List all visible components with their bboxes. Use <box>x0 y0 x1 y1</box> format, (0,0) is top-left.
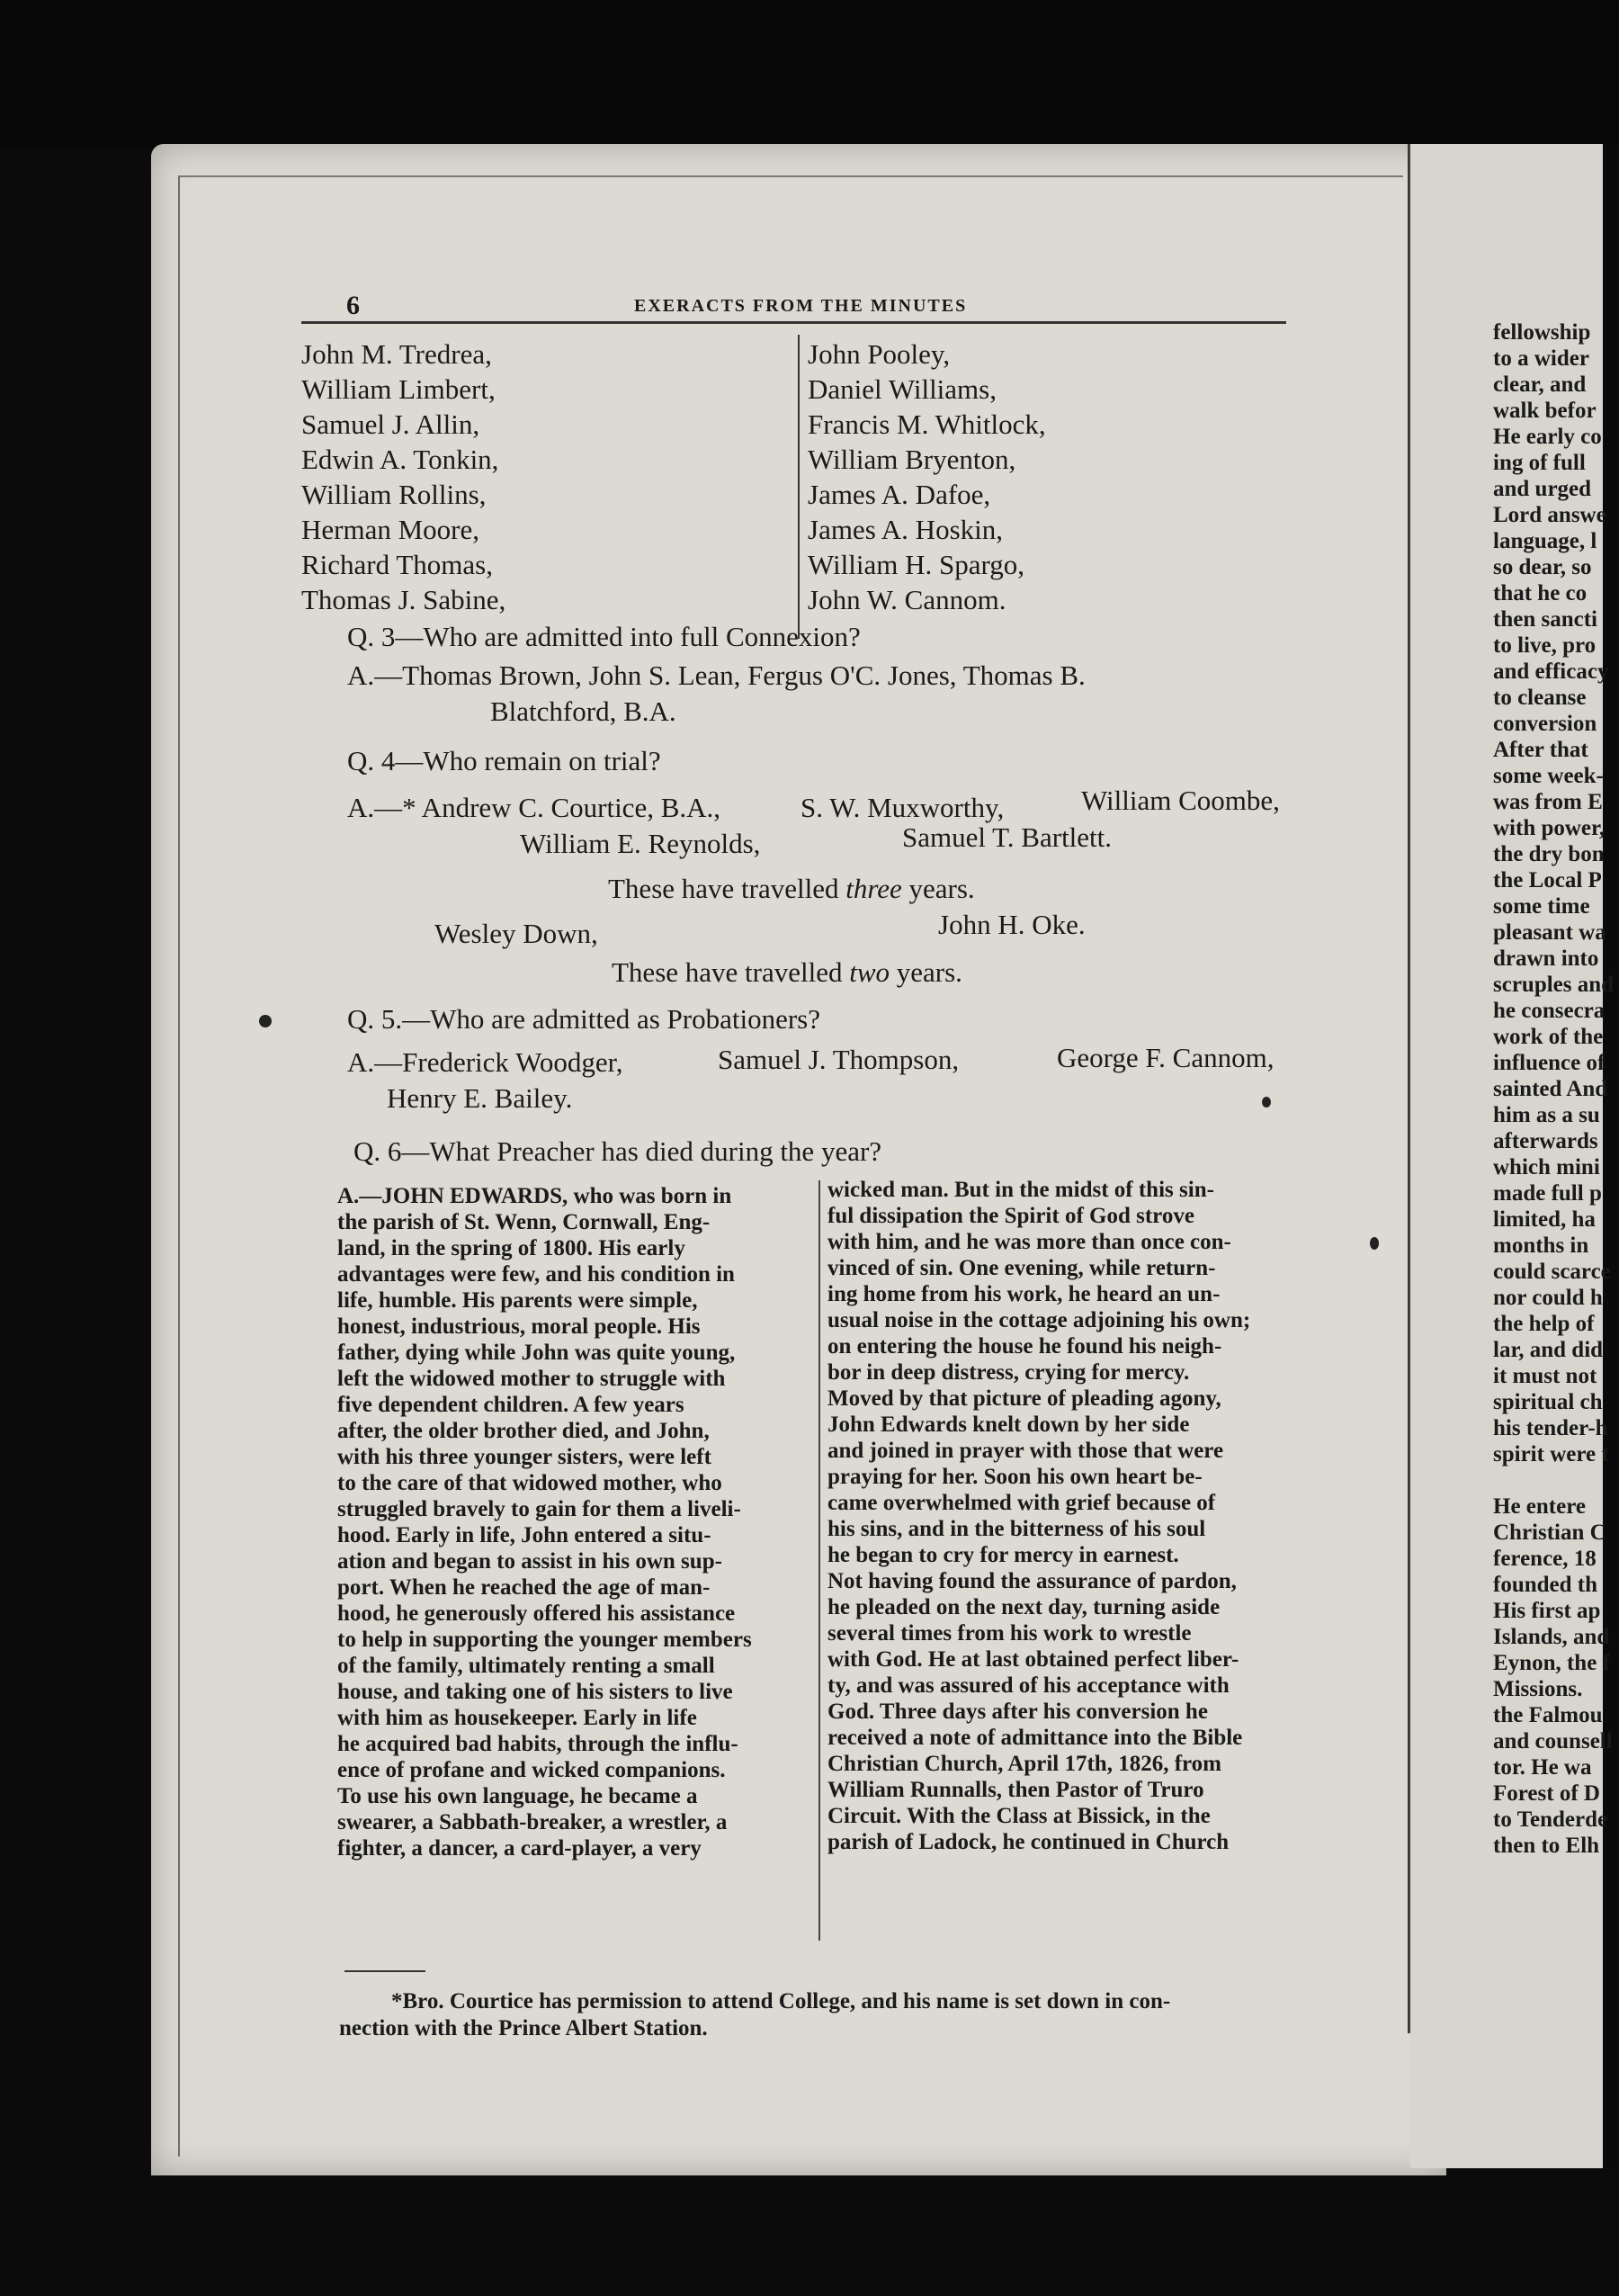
q4-note-three <box>608 873 975 905</box>
header-rule <box>301 321 1286 324</box>
q5-answer-name4: Henry E. Bailey. <box>387 1082 573 1114</box>
adjacent-page-line: work of the <box>1493 1025 1604 1049</box>
note-text: years. <box>896 956 962 988</box>
obituary-line: with God. He at last obtained perfect liber- <box>827 1647 1239 1672</box>
obituary-line: life, humble. His parents were simple, <box>337 1288 698 1313</box>
minister-name: Francis M. Whitlock, <box>808 408 1046 440</box>
q5-question: Q. 5.—Who are admitted as Probationers? <box>347 1003 820 1035</box>
adjacent-page-line: the Local P <box>1493 868 1602 892</box>
adjacent-page-line: months in <box>1493 1233 1589 1258</box>
obituary-line: to the care of that widowed mother, who <box>337 1471 722 1495</box>
adjacent-page-line: nor could h <box>1493 1286 1603 1310</box>
q4-answer-name4: William E. Reynolds, <box>520 828 761 859</box>
minister-name: Edwin A. Tonkin, <box>301 444 499 475</box>
adjacent-page-line: afterwards <box>1493 1129 1598 1153</box>
obituary-line: bor in deep distress, crying for mercy. <box>827 1360 1190 1385</box>
adjacent-page-line: and urged <box>1493 477 1592 501</box>
adjacent-page-line: He early co <box>1493 425 1602 449</box>
adjacent-page-line: Forest of D <box>1493 1781 1600 1806</box>
adjacent-page-line: could scarce <box>1493 1260 1611 1284</box>
running-header <box>346 291 1286 318</box>
q4-answer-name6: Wesley Down, <box>434 918 598 949</box>
obituary-line: Moved by that picture of pleading agony, <box>827 1386 1221 1411</box>
adjacent-page-line: Islands, and <box>1493 1625 1610 1649</box>
adjacent-page-line: limited, ha <box>1493 1207 1596 1232</box>
ink-spot <box>259 1015 272 1027</box>
q6-question: Q. 6—What Preacher has died during the year? <box>353 1135 882 1167</box>
obituary-line: ation and began to assist in his own sup- <box>337 1549 722 1574</box>
adjacent-page-line: made full p <box>1493 1181 1602 1206</box>
adjacent-page-line: He entere <box>1493 1494 1586 1519</box>
q5-answer-name2: Samuel J. Thompson, <box>718 1044 960 1075</box>
adjacent-page-line: fellowship <box>1493 320 1591 345</box>
obituary-line: To use his own language, he became a <box>337 1784 698 1808</box>
note-text: These have travelled <box>612 956 843 988</box>
q5-answer-name3: George F. Cannom, <box>1057 1042 1275 1073</box>
adjacent-page-line: His first ap <box>1493 1599 1601 1623</box>
q4-answer-name1: A.—* Andrew C. Courtice, B.A., <box>347 792 721 823</box>
adjacent-page-line: drawn into <box>1493 946 1599 971</box>
minister-name: Herman Moore, <box>301 514 479 545</box>
adjacent-page-line: to Tenderde <box>1493 1807 1608 1832</box>
obituary-right-column <box>827 1177 1250 1855</box>
minister-name: William Limbert, <box>301 373 496 405</box>
obituary-line: ful dissipation the Spirit of God strove <box>827 1204 1194 1228</box>
obituary-line: honest, industrious, moral people. His <box>337 1314 701 1339</box>
obituary-column-divider <box>818 1180 820 1941</box>
adjacent-page-line: clear, and <box>1493 372 1587 397</box>
minister-name: James A. Hoskin, <box>808 514 1003 545</box>
adjacent-page-line: to cleanse <box>1493 686 1587 710</box>
obituary-line: and joined in prayer with those that were <box>827 1439 1224 1463</box>
obituary-line: Circuit. With the Class at Bissick, in the <box>827 1804 1211 1828</box>
minister-name: William Bryenton, <box>808 444 1016 475</box>
page-number: 6 <box>346 291 360 320</box>
obituary-line: port. When he reached the age of man- <box>337 1575 711 1600</box>
obituary-line: several times from his work to wrestle <box>827 1621 1192 1646</box>
obituary-line: parish of Ladock, he continued in Church <box>827 1830 1230 1854</box>
adjacent-page-line: tor. He wa <box>1493 1755 1592 1780</box>
adjacent-page-line: some time <box>1493 894 1590 919</box>
adjacent-page-line: spirit were t <box>1493 1442 1609 1466</box>
obituary-line: to help in supporting the younger members <box>337 1628 752 1652</box>
obituary-line: land, in the spring of 1800. His early <box>337 1236 685 1260</box>
obituary-line: Christian Church, April 17th, 1826, from <box>827 1752 1222 1776</box>
obituary-line: five dependent children. A few years <box>337 1393 684 1417</box>
footnote-line2: nection with the Prince Albert Station. <box>339 2016 708 2040</box>
q4-answer-name2: S. W. Muxworthy, <box>801 792 1005 823</box>
obituary-line: with him as housekeeper. Early in life <box>337 1706 697 1730</box>
minister-name: James A. Dafoe, <box>808 479 991 510</box>
obituary-line: of the family, ultimately renting a small <box>337 1654 715 1678</box>
q4-question: Q. 4—Who remain on trial? <box>347 745 661 776</box>
q5-answer-name1: A.—Frederick Woodger, <box>347 1046 623 1078</box>
obituary-line: his sins, and in the bitterness of his soul <box>827 1517 1206 1541</box>
adjacent-page-line: scruples and <box>1493 973 1615 997</box>
names-right-column <box>808 336 1046 617</box>
adjacent-page-line: Missions. <box>1493 1677 1583 1701</box>
obituary-left-column <box>337 1183 752 1861</box>
obituary-line: ing home from his work, he heard an un- <box>827 1282 1221 1306</box>
obituary-line: he began to cry for mercy in earnest. <box>827 1543 1179 1567</box>
page-fold <box>1408 144 1410 2033</box>
footnote-rule <box>344 1970 425 1972</box>
obituary-line: house, and taking one of his sisters to live <box>337 1680 733 1704</box>
scan-border-top <box>0 0 1619 148</box>
adjacent-page-line: with power, <box>1493 816 1606 840</box>
adjacent-page-line <box>1493 1467 1614 1493</box>
adjacent-page-line: Christian C <box>1493 1520 1606 1545</box>
obituary-line: John Edwards knelt down by her side <box>827 1413 1190 1437</box>
adjacent-page-line: it must not <box>1493 1364 1597 1388</box>
q4-answer-name3: William Coombe, <box>1081 785 1280 816</box>
adjacent-page-line: spiritual ch <box>1493 1390 1603 1414</box>
adjacent-page-line: some week- <box>1493 764 1604 788</box>
obituary-line: he pleaded on the next day, turning aside <box>827 1595 1221 1619</box>
adjacent-page-line: he consecra <box>1493 999 1606 1023</box>
q3-question: Q. 3—Who are admitted into full Connexion? <box>347 621 861 652</box>
obituary-line: usual noise in the cottage adjoining his own; <box>827 1308 1251 1332</box>
obituary-line: left the widowed mother to struggle with <box>337 1367 726 1391</box>
obituary-line: with his three younger sisters, were left <box>337 1445 711 1469</box>
obituary-line: after, the older brother died, and John, <box>337 1419 710 1443</box>
minister-name: Samuel J. Allin, <box>301 408 480 440</box>
adjacent-page-line: conversion <box>1493 712 1597 736</box>
obituary-line: wicked man. But in the midst of this sin- <box>827 1178 1214 1202</box>
q4-answer-name5: Samuel T. Bartlett. <box>902 821 1113 853</box>
minister-name: Thomas J. Sabine, <box>301 584 506 615</box>
adjacent-page-line: sainted And <box>1493 1077 1608 1101</box>
adjacent-page-line: ference, 18 <box>1493 1547 1597 1571</box>
ink-spot <box>1370 1237 1379 1250</box>
adjacent-page-line: the Falmou <box>1493 1703 1603 1727</box>
minister-name: John W. Cannom. <box>808 584 1006 615</box>
minister-name: William H. Spargo, <box>808 549 1024 580</box>
obituary-line: father, dying while John was quite young, <box>337 1341 736 1365</box>
note-text: years. <box>908 873 975 904</box>
note-emphasis: three <box>845 873 902 904</box>
adjacent-page-line: to live, pro <box>1493 633 1597 658</box>
adjacent-page-line: him as a su <box>1493 1103 1600 1127</box>
adjacent-page-line: walk befor <box>1493 399 1597 423</box>
obituary-line: ty, and was assured of his acceptance with <box>827 1673 1230 1698</box>
obituary-line: with him, and he was more than once con- <box>827 1230 1231 1254</box>
minister-name: John M. Tredrea, <box>301 338 492 370</box>
adjacent-page-line: was from E <box>1493 790 1603 814</box>
minister-name: John Pooley, <box>808 338 951 370</box>
obituary-line: praying for her. Soon his own heart be- <box>827 1465 1203 1489</box>
obituary-line: on entering the house he found his neigh- <box>827 1334 1222 1359</box>
q3-answer-line1: A.—Thomas Brown, John S. Lean, Fergus O'C. Jones, Thomas B. <box>347 659 1086 691</box>
header-title: EXERACTS FROM THE MINUTES <box>634 296 968 316</box>
adjacent-page-line: influence of <box>1493 1051 1606 1075</box>
column-divider <box>798 335 800 639</box>
obituary-line: God. Three days after his conversion he <box>827 1700 1208 1724</box>
obituary-line: hood, he generously offered his assistance <box>337 1601 736 1626</box>
adjacent-page-line: so dear, so <box>1493 555 1592 579</box>
obituary-line: Not having found the assurance of pardon, <box>827 1569 1237 1593</box>
obituary-line: advantages were few, and his condition in <box>337 1262 735 1287</box>
adjacent-page-text <box>1493 319 1614 1859</box>
footnote-line1: *Bro. Courtice has permission to attend College, and his name is set down in con- <box>391 1989 1171 2013</box>
adjacent-page-line: and efficacy <box>1493 659 1609 684</box>
adjacent-page-line: that he co <box>1493 581 1588 605</box>
q4-answer-name7: John H. Oke. <box>938 909 1086 940</box>
adjacent-page-line: lar, and did <box>1493 1338 1604 1362</box>
obituary-line: William Runnalls, then Pastor of Truro <box>827 1778 1204 1802</box>
obituary-line: received a note of admittance into the Bible <box>827 1726 1243 1750</box>
adjacent-page-line: the help of <box>1493 1312 1595 1336</box>
obituary-line: swearer, a Sabbath-breaker, a wrestler, a <box>337 1810 728 1834</box>
adjacent-page-line: and counsell <box>1493 1729 1613 1753</box>
q4-note-two <box>612 956 962 989</box>
obituary-line: A.—JOHN EDWARDS, who was born in <box>337 1184 732 1208</box>
note-emphasis: two <box>849 956 890 988</box>
note-text: These have travelled <box>608 873 839 904</box>
obituary-line: vinced of sin. One evening, while return- <box>827 1256 1216 1280</box>
obituary-line: fighter, a dancer, a card-player, a very <box>337 1836 702 1861</box>
minister-name: Daniel Williams, <box>808 373 997 405</box>
adjacent-page-line: founded th <box>1493 1573 1598 1597</box>
adjacent-page-line: Eynon, the f <box>1493 1651 1610 1675</box>
names-left-column <box>301 336 505 617</box>
adjacent-page-line: ing of full <box>1493 451 1586 475</box>
adjacent-page-line: the dry bon <box>1493 842 1605 866</box>
adjacent-page-line: then to Elh <box>1493 1834 1600 1858</box>
minister-name: Richard Thomas, <box>301 549 493 580</box>
obituary-line: hood. Early in life, John entered a situ- <box>337 1523 711 1547</box>
obituary-line: came overwhelmed with grief because of <box>827 1491 1216 1515</box>
adjacent-page-line: which mini <box>1493 1155 1600 1179</box>
adjacent-page-line: then sancti <box>1493 607 1597 632</box>
obituary-line: struggled bravely to gain for them a liveli- <box>337 1497 741 1521</box>
obituary-line: the parish of St. Wenn, Cornwall, Eng- <box>337 1210 711 1234</box>
minister-name: William Rollins, <box>301 479 487 510</box>
adjacent-page-line: pleasant wa <box>1493 920 1606 945</box>
q3-answer-line2: Blatchford, B.A. <box>490 695 676 727</box>
adjacent-page-line: After that <box>1493 738 1588 762</box>
ink-spot <box>1262 1097 1271 1108</box>
adjacent-page-line: Lord answe <box>1493 503 1606 527</box>
adjacent-page-line: to a wider <box>1493 346 1589 371</box>
adjacent-page-line: his tender-h <box>1493 1416 1608 1440</box>
adjacent-page-line: language, l <box>1493 529 1597 553</box>
obituary-line: ence of profane and wicked companions. <box>337 1758 726 1782</box>
obituary-line: he acquired bad habits, through the influ- <box>337 1732 738 1756</box>
